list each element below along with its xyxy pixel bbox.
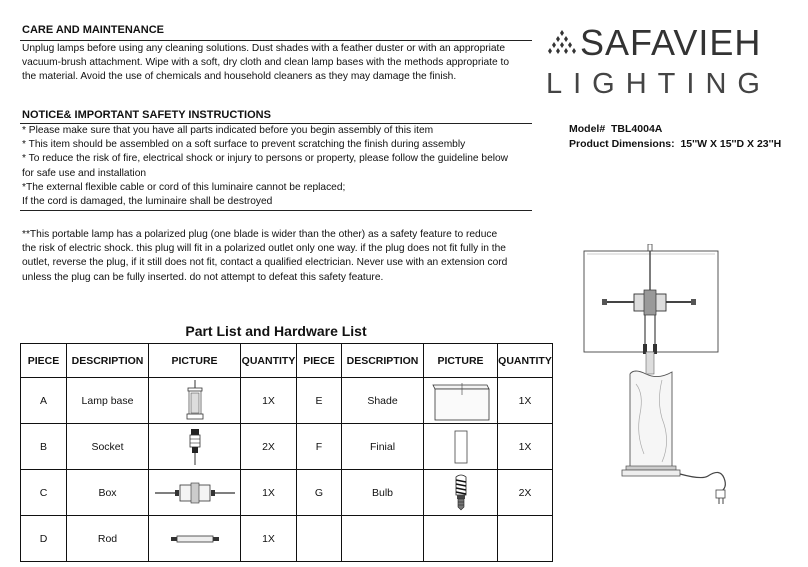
table-row [21,424,553,470]
parts-title: Part List and Hardware List [185,323,367,339]
picture-cell [149,424,241,470]
care-line: Unplug lamps before using any cleaning solutions. Dust shades with a feather duster or with an appropriate [22,43,506,54]
quantity-cell: 1X [241,470,297,516]
care-text [22,42,509,85]
picture-cell [424,378,498,424]
model-value: TBL4004A [611,123,663,135]
plug-line: the risk of electric shock. this plug will fit in a polarized outlet only one way. if the plug does not fit fully in the [22,243,506,255]
col-header: PIECE [297,344,342,378]
col-header: QUANTITY [498,344,553,378]
quantity-cell: 2X [498,470,553,516]
piece-cell: A [21,378,67,424]
table-header-row [21,344,553,378]
description-cell: Rod [67,516,149,562]
safavieh-logo-icon [545,30,579,60]
care-line: the material. Avoid the use of chemicals and household cleaners as they may damage the finish. [22,71,457,83]
col-header: DESCRIPTION [342,344,424,378]
picture-cell [149,378,241,424]
description-cell: Bulb [342,470,424,516]
safety-line: * This item should be assembled on a soft surface to prevent scratching the finish during assembly [22,139,466,151]
table-row [21,516,553,562]
plug-text [22,228,507,285]
rod-icon [169,532,221,546]
shade-icon [429,379,493,423]
quantity-cell: 1X [241,516,297,562]
divider [20,210,532,211]
piece-cell: C [21,470,67,516]
plug-line: **This portable lamp has a polarized plug (one blade is wider than the other) as a safety feature to reduce [22,229,498,240]
quantity-cell: 1X [498,378,553,424]
dims-value: 15''W X 15''D X 23''H [680,138,782,150]
description-cell: Finial [342,424,424,470]
piece-cell [297,516,342,562]
table-row [21,378,553,424]
safety-line: * To reduce the risk of fire, electrical shock or injury to persons or property, please follow the guideline below [22,153,509,165]
divider [20,40,532,41]
col-header: PIECE [21,344,67,378]
model-number [569,123,662,135]
box-icon [153,481,237,505]
description-cell: Box [67,470,149,516]
quantity-cell: 1X [498,424,553,470]
care-title: CARE AND MAINTENANCE [22,24,164,36]
plug-line: unless the plug can be fully inserted. do not attempt to defeat this safety feature. [22,271,384,283]
safety-line: *The external flexible cable or cord of this luminaire cannot be replaced; [22,181,346,193]
piece-cell: E [297,378,342,424]
picture-cell [149,470,241,516]
piece-cell: G [297,470,342,516]
quantity-cell [498,516,553,562]
col-header: QUANTITY [241,344,297,378]
lamp-illustration-icon [574,244,744,514]
safety-line: * Please make sure that you have all parts indicated before you begin assembly of this item [22,125,434,136]
quantity-cell: 2X [241,424,297,470]
piece-cell: B [21,424,67,470]
description-cell [342,516,424,562]
brand-name: SAFAVIEH [580,22,762,63]
picture-cell [424,470,498,516]
piece-cell: D [21,516,67,562]
parts-table [20,343,553,562]
dims-label: Product Dimensions: [569,138,675,150]
description-cell: Shade [342,378,424,424]
table-row [21,470,553,516]
safety-line: for safe use and installation [22,167,147,179]
care-line: vacuum-brush attachment. Wipe with a soft, dry cloth and clean lamp bases with the methods appropriate to [22,57,509,69]
picture-cell [149,516,241,562]
finial-icon [451,428,471,466]
col-header: DESCRIPTION [67,344,149,378]
brand-subtitle: LIGHTING [546,68,771,100]
product-dimensions [569,138,781,150]
picture-cell [424,516,498,562]
col-header: PICTURE [149,344,241,378]
lamp-base-icon [180,379,210,423]
picture-cell [424,424,498,470]
plug-line: outlet, reverse the plug, if it still does not fit, contact a qualified electrician. Never use with an extension cord [22,257,508,269]
piece-cell: F [297,424,342,470]
description-cell: Socket [67,424,149,470]
description-cell: Lamp base [67,378,149,424]
col-header: PICTURE [424,344,498,378]
safety-text [22,124,508,209]
safety-line: If the cord is damaged, the luminaire shall be destroyed [22,196,273,208]
socket-icon [185,427,205,467]
quantity-cell: 1X [241,378,297,424]
safety-title: NOTICE& IMPORTANT SAFETY INSTRUCTIONS [22,109,271,121]
model-label: Model# [569,123,606,135]
bulb-icon [451,473,471,513]
